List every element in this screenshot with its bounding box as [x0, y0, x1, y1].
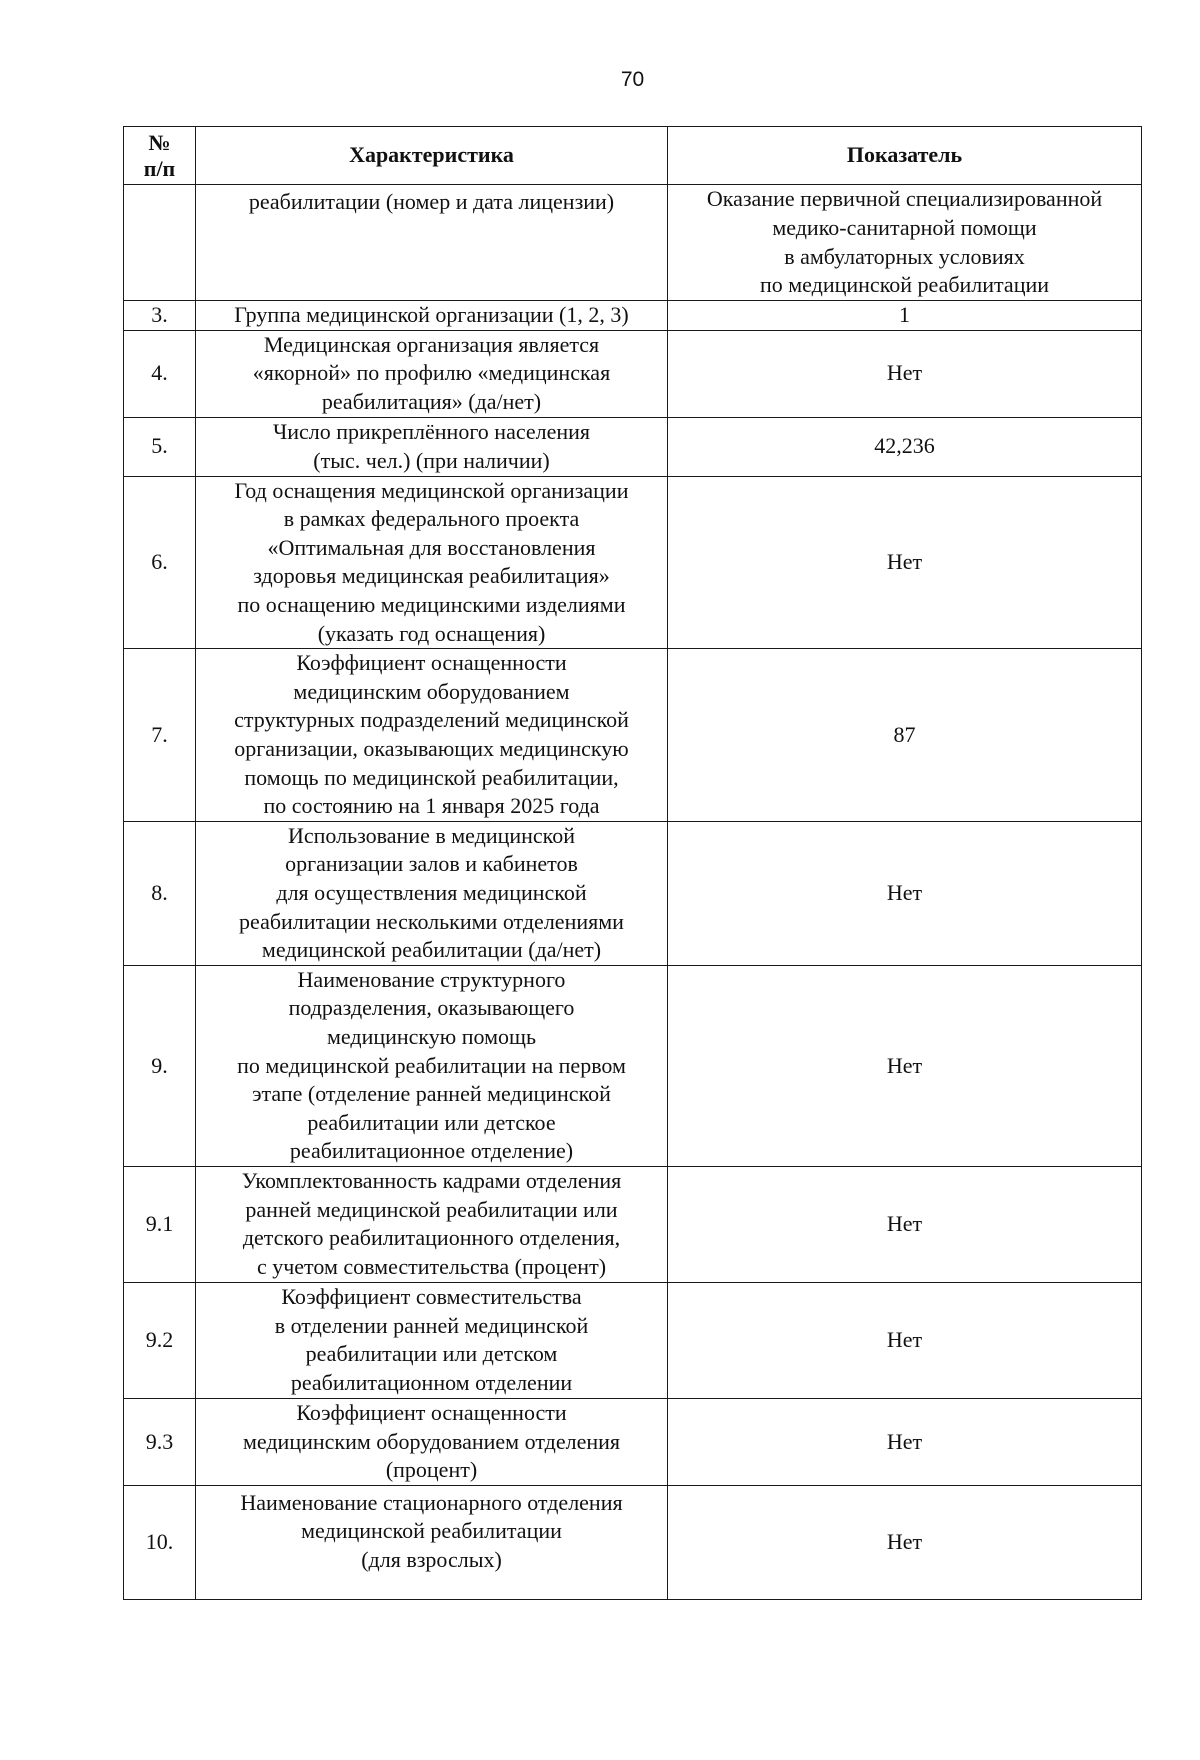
row-characteristic: Группа медицинской организации (1, 2, 3): [196, 301, 668, 331]
row-number: 9.1: [124, 1166, 196, 1282]
row-characteristic: Коэффициент оснащенности медицинским оборудованием структурных подразделений медицинской организации, оказывающих медицинскую помощь по медицинской реабилитации, по состоянию на 1 января 2025 года: [196, 649, 668, 822]
table-row: [124, 476, 1142, 649]
row-value: Нет: [668, 476, 1142, 649]
table-row: [124, 821, 1142, 965]
row-value: 1: [668, 301, 1142, 331]
row-number: 9.3: [124, 1398, 196, 1485]
row-value: Оказание первичной специализированной медико-санитарной помощи в амбулаторных условиях по медицинской реабилитации: [668, 185, 1142, 301]
row-characteristic: Число прикреплённого населения (тыс. чел.) (при наличии): [196, 417, 668, 476]
table-row: [124, 417, 1142, 476]
row-characteristic: Укомплектованность кадрами отделения ранней медицинской реабилитации или детского реабилитационного отделения, с учетом совместительства (процент): [196, 1166, 668, 1282]
row-number: 4.: [124, 330, 196, 417]
table-row: [124, 1282, 1142, 1398]
row-value: Нет: [668, 330, 1142, 417]
row-value: Нет: [668, 965, 1142, 1166]
row-number: 5.: [124, 417, 196, 476]
row-value: Нет: [668, 1398, 1142, 1485]
row-value: 87: [668, 649, 1142, 822]
table-row: [124, 1398, 1142, 1485]
row-characteristic: Наименование стационарного отделения медицинской реабилитации (для взрослых): [196, 1485, 668, 1599]
page-number: 70: [620, 68, 645, 91]
table-row: [124, 1166, 1142, 1282]
header-characteristic: Характеристика: [196, 127, 668, 185]
table-row: [124, 1485, 1142, 1599]
row-number: 10.: [124, 1485, 196, 1599]
row-number: 9.2: [124, 1282, 196, 1398]
row-value: Нет: [668, 821, 1142, 965]
table-row: [124, 965, 1142, 1166]
row-value: 42,236: [668, 417, 1142, 476]
table-row: [124, 330, 1142, 417]
header-row: [124, 127, 1142, 185]
row-value: Нет: [668, 1282, 1142, 1398]
row-number: 9.: [124, 965, 196, 1166]
table-body: [124, 185, 1142, 1600]
row-characteristic: реабилитации (номер и дата лицензии): [196, 185, 668, 301]
row-value: Нет: [668, 1485, 1142, 1599]
table-header: [124, 127, 1142, 185]
row-number: 7.: [124, 649, 196, 822]
characteristics-table: [123, 126, 1142, 1600]
row-number: 3.: [124, 301, 196, 331]
table-row: [124, 649, 1142, 822]
row-number: 8.: [124, 821, 196, 965]
row-value: Нет: [668, 1166, 1142, 1282]
row-number: [124, 185, 196, 301]
row-characteristic: Год оснащения медицинской организации в рамках федерального проекта «Оптимальная для восстановления здоровья медицинская реабилитация» по оснащению медицинскими изделиями (указать год оснащения): [196, 476, 668, 649]
header-indicator: Показатель: [668, 127, 1142, 185]
table-row: [124, 185, 1142, 301]
row-characteristic: Медицинская организация является «якорной» по профилю «медицинская реабилитация» (да/нет): [196, 330, 668, 417]
row-characteristic: Использование в медицинской организации залов и кабинетов для осуществления медицинской реабилитации несколькими отделениями медицинской реабилитации (да/нет): [196, 821, 668, 965]
row-number: 6.: [124, 476, 196, 649]
table-row: [124, 301, 1142, 331]
row-characteristic: Наименование структурного подразделения, оказывающего медицинскую помощь по медицинской реабилитации на первом этапе (отделение ранней медицинской реабилитации или детское реабилитационное отделение): [196, 965, 668, 1166]
row-characteristic: Коэффициент оснащенности медицинским оборудованием отделения (процент): [196, 1398, 668, 1485]
header-number: № п/п: [124, 127, 196, 185]
row-characteristic: Коэффициент совместительства в отделении ранней медицинской реабилитации или детском реабилитационном отделении: [196, 1282, 668, 1398]
